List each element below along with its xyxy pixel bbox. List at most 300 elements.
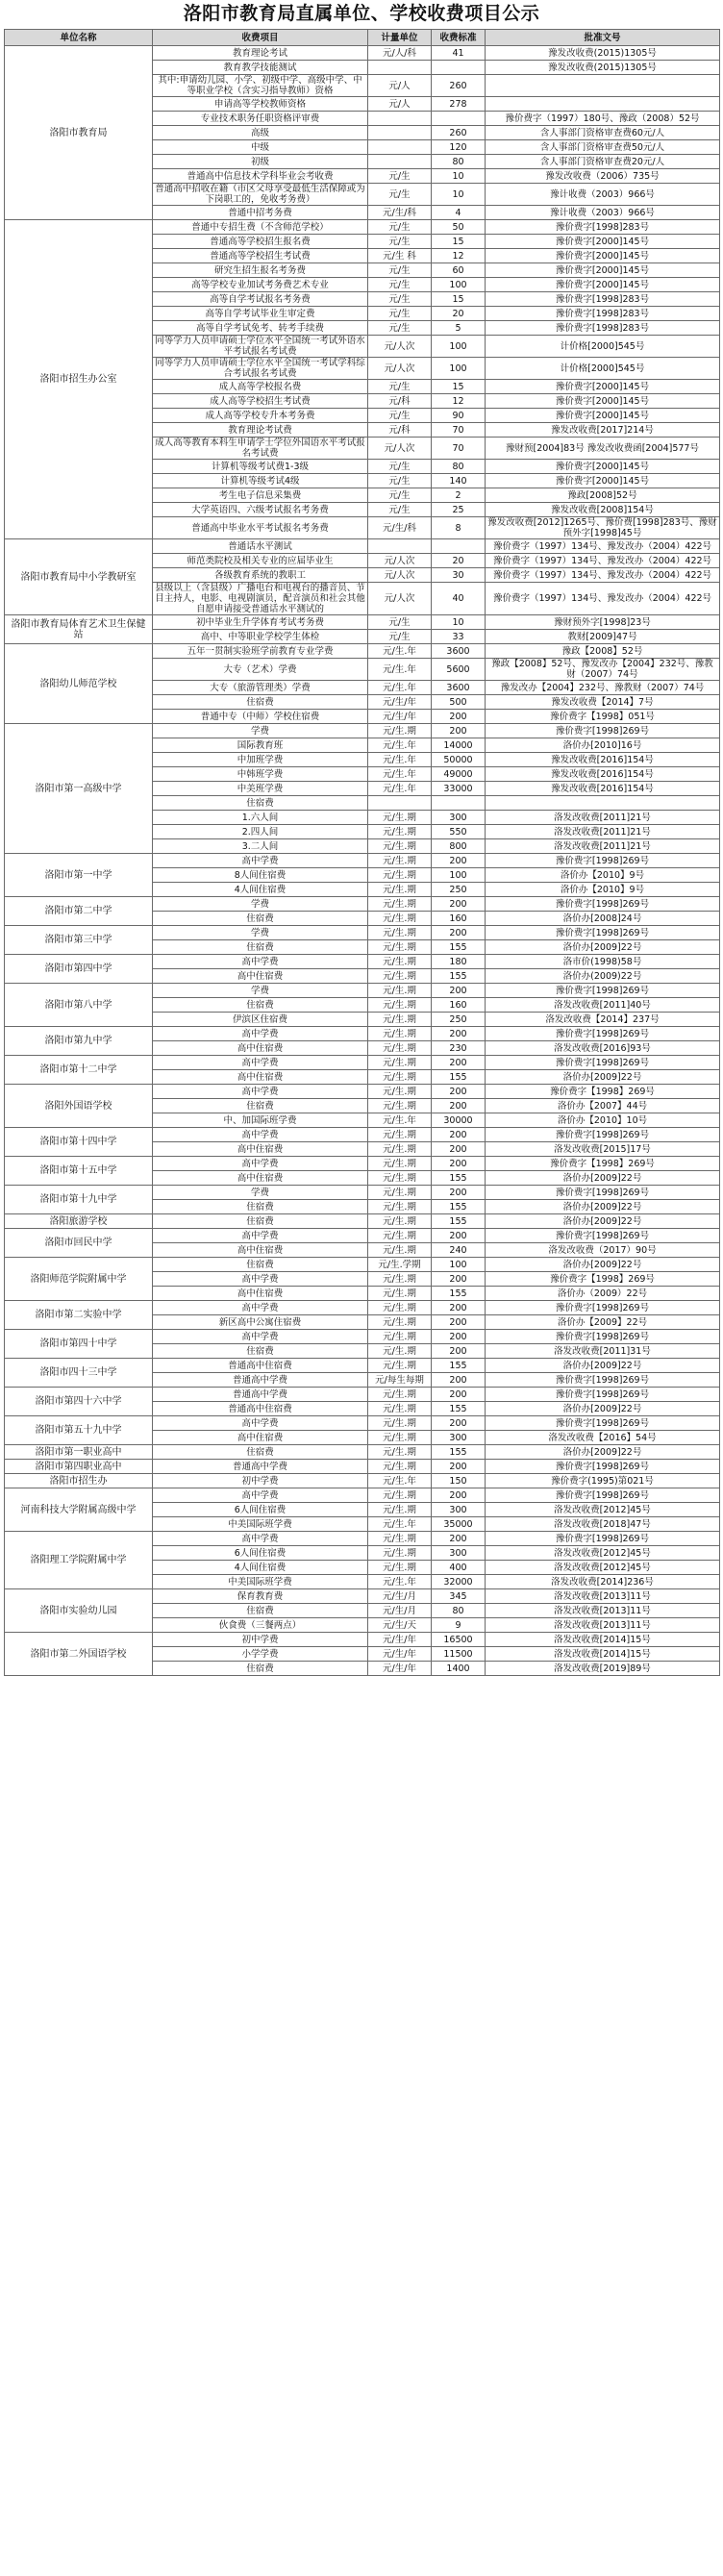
unit-name-cell: 洛阳市第四职业高中 <box>5 1460 153 1474</box>
item-cell: 普通高中毕业水平考试报名考务费 <box>153 517 368 539</box>
unit-name-cell: 洛阳市第三中学 <box>5 926 153 955</box>
doc-cell: 豫财预外字[1998]23号 <box>486 615 720 630</box>
table-row <box>5 220 720 235</box>
item-cell: 大学英语四、六级考试报名考务费 <box>153 503 368 517</box>
fee-cell: 100 <box>432 336 486 358</box>
item-cell: 其中:申请幼儿园、小学、初级中学、高级中学、中等职业学校（含实习指导教师）资格 <box>153 75 368 97</box>
table-row <box>5 1359 720 1373</box>
item-cell: 住宿费 <box>153 695 368 710</box>
measure-cell <box>368 140 432 155</box>
item-cell: 普通高中学费 <box>153 1373 368 1388</box>
item-cell: 高中住宿费 <box>153 1431 368 1445</box>
item-cell: 大专（旅游管理类）学费 <box>153 681 368 695</box>
unit-name-cell: 洛阳市回民中学 <box>5 1229 153 1258</box>
doc-cell: 洛发改收费[2013]11号 <box>486 1618 720 1633</box>
fee-cell <box>432 112 486 126</box>
measure-cell: 元/生.年 <box>368 1474 432 1488</box>
table-row <box>5 984 720 998</box>
fee-cell: 40 <box>432 583 486 615</box>
item-cell: 高中住宿费 <box>153 969 368 984</box>
measure-cell: 元/生 <box>368 307 432 321</box>
item-cell: 高等自学考试毕业生审定费 <box>153 307 368 321</box>
item-cell: 高中住宿费 <box>153 1041 368 1056</box>
fee-cell: 50 <box>432 220 486 235</box>
unit-name-cell: 洛阳市第一中学 <box>5 854 153 897</box>
measure-cell: 元/人 <box>368 97 432 112</box>
fee-cell: 3600 <box>432 681 486 695</box>
doc-cell: 豫发改收费[2016]154号 <box>486 782 720 796</box>
unit-name-cell: 河南科技大学附属高级中学 <box>5 1488 153 1532</box>
item-cell: 4人间住宿费 <box>153 1561 368 1575</box>
unit-name-cell: 洛阳理工学院附属中学 <box>5 1532 153 1589</box>
doc-cell: 豫发改收费[2017]214号 <box>486 423 720 438</box>
measure-cell <box>368 126 432 140</box>
item-cell: 普通高中信息技术学科毕业会考收费 <box>153 169 368 184</box>
fee-cell: 16500 <box>432 1633 486 1647</box>
table-row <box>5 644 720 659</box>
item-cell: 学费 <box>153 984 368 998</box>
item-cell: 高等自学考试报名考务费 <box>153 292 368 307</box>
measure-cell: 元/生 <box>368 321 432 336</box>
item-cell: 高中学费 <box>153 1157 368 1171</box>
table-row <box>5 1474 720 1488</box>
table-row <box>5 1214 720 1229</box>
fee-cell: 200 <box>432 1229 486 1243</box>
measure-cell: 元/生.学期 <box>368 1258 432 1272</box>
measure-cell: 元/生.期 <box>368 1142 432 1157</box>
measure-cell: 元/生 科 <box>368 249 432 263</box>
doc-cell: 豫价费字【1998】269号 <box>486 1272 720 1287</box>
doc-cell: 含人事部门资格审查费50元/人 <box>486 140 720 155</box>
fee-cell: 80 <box>432 155 486 169</box>
measure-cell: 元/生.期 <box>368 1157 432 1171</box>
fee-cell: 33000 <box>432 782 486 796</box>
unit-name-cell: 洛阳市第二外国语学校 <box>5 1633 153 1676</box>
item-cell: 住宿费 <box>153 1344 368 1359</box>
item-cell: 普通高中学费 <box>153 1460 368 1474</box>
measure-cell: 元/生/年 <box>368 695 432 710</box>
fee-cell: 155 <box>432 1359 486 1373</box>
measure-cell: 元/生.期 <box>368 1171 432 1186</box>
unit-name-cell: 洛阳市招生办公室 <box>5 220 153 539</box>
table-row <box>5 539 720 554</box>
table-row <box>5 1445 720 1460</box>
measure-cell <box>368 155 432 169</box>
measure-cell: 元/科 <box>368 423 432 438</box>
item-cell: 成人高等学校专升本考务费 <box>153 409 368 423</box>
measure-cell: 元/生 <box>368 615 432 630</box>
measure-cell <box>368 61 432 75</box>
doc-cell: 洛价办[2010]16号 <box>486 738 720 753</box>
fee-cell: 200 <box>432 926 486 940</box>
measure-cell: 元/生 <box>368 460 432 474</box>
item-cell: 新区高中公寓住宿费 <box>153 1315 368 1330</box>
item-cell: 3.二人间 <box>153 839 368 854</box>
doc-cell: 洛发改收费[2015]17号 <box>486 1142 720 1157</box>
unit-name-cell: 洛阳市第二实验中学 <box>5 1301 153 1330</box>
doc-cell: 洛价办【2010】9号 <box>486 868 720 883</box>
doc-cell: 豫发改收费(2015)1305号 <box>486 46 720 61</box>
doc-cell: 豫价费字[1998]269号 <box>486 1460 720 1474</box>
item-cell: 伊滨区住宿费 <box>153 1013 368 1027</box>
doc-cell <box>486 796 720 811</box>
item-cell: 高中学费 <box>153 1272 368 1287</box>
fee-cell: 100 <box>432 358 486 380</box>
unit-name-cell: 洛阳市第九中学 <box>5 1027 153 1056</box>
measure-cell: 元/生/年 <box>368 710 432 724</box>
doc-cell: 含人事部门资格审查费20元/人 <box>486 155 720 169</box>
header-measure: 计量单位 <box>368 30 432 46</box>
unit-name-cell: 洛阳市四十三中学 <box>5 1359 153 1388</box>
item-cell: 高中学费 <box>153 1056 368 1070</box>
unit-name-cell: 洛阳市第八中学 <box>5 984 153 1027</box>
item-cell: 高中住宿费 <box>153 1287 368 1301</box>
item-cell: 县级以上（含县级）广播电台和电视台的播音员、节目主持人，电影、电视剧演员，配音演员和社会其他自愿申请接受普通话水平测试的 <box>153 583 368 615</box>
doc-cell: 豫价费字[2000]145号 <box>486 249 720 263</box>
fee-cell: 10 <box>432 184 486 206</box>
measure-cell: 元/生.期 <box>368 1445 432 1460</box>
doc-cell: 洛发改收费[2012]45号 <box>486 1546 720 1561</box>
measure-cell: 元/生.年 <box>368 782 432 796</box>
unit-name-cell: 洛阳市教育局体育艺术卫生保健站 <box>5 615 153 644</box>
doc-cell: 豫价费字[1998]269号 <box>486 854 720 868</box>
measure-cell: 元/生.期 <box>368 1330 432 1344</box>
doc-cell: 豫价费字[1998]283号 <box>486 220 720 235</box>
item-cell: 住宿费 <box>153 1214 368 1229</box>
fee-cell: 60 <box>432 263 486 278</box>
fee-cell: 12 <box>432 249 486 263</box>
item-cell: 普通话水平测试 <box>153 539 368 554</box>
table-row <box>5 724 720 738</box>
measure-cell: 元/生/月 <box>368 1604 432 1618</box>
item-cell: 高中住宿费 <box>153 1171 368 1186</box>
fee-cell: 200 <box>432 1388 486 1402</box>
doc-cell: 洛价办[2008]24号 <box>486 912 720 926</box>
table-row <box>5 1258 720 1272</box>
measure-cell: 元/生.年 <box>368 1113 432 1128</box>
unit-name-cell: 洛阳市第一职业高中 <box>5 1445 153 1460</box>
doc-cell: 洛价办[2009]22号 <box>486 940 720 955</box>
fee-cell: 500 <box>432 695 486 710</box>
measure-cell: 元/生.期 <box>368 1243 432 1258</box>
fee-cell: 15 <box>432 380 486 394</box>
fee-cell: 30000 <box>432 1113 486 1128</box>
doc-cell: 豫计收费（2003）966号 <box>486 184 720 206</box>
item-cell: 1.六人间 <box>153 811 368 825</box>
measure-cell: 元/生.年 <box>368 644 432 659</box>
fee-cell: 155 <box>432 969 486 984</box>
table-row <box>5 1532 720 1546</box>
table-row <box>5 1085 720 1099</box>
doc-cell: 洛价办【2010】9号 <box>486 883 720 897</box>
item-cell: 成人高等学校报名费 <box>153 380 368 394</box>
measure-cell: 元/生.期 <box>368 1416 432 1431</box>
measure-cell <box>368 796 432 811</box>
fee-cell: 35000 <box>432 1517 486 1532</box>
measure-cell: 元/生 <box>368 169 432 184</box>
fee-cell: 140 <box>432 474 486 488</box>
doc-cell: 豫计收费（2003）966号 <box>486 206 720 220</box>
measure-cell: 元/生.期 <box>368 1056 432 1070</box>
fee-cell: 250 <box>432 1013 486 1027</box>
item-cell: 中加班学费 <box>153 753 368 767</box>
fee-cell: 260 <box>432 75 486 97</box>
measure-cell <box>368 539 432 554</box>
doc-cell: 洛价办【2007】44号 <box>486 1099 720 1113</box>
fee-cell: 200 <box>432 1416 486 1431</box>
unit-name-cell: 洛阳市教育局中小学教研室 <box>5 539 153 615</box>
measure-cell: 元/人次 <box>368 358 432 380</box>
table-row <box>5 955 720 969</box>
fee-cell: 200 <box>432 1532 486 1546</box>
measure-cell: 元/生.年 <box>368 1517 432 1532</box>
fee-cell: 155 <box>432 1287 486 1301</box>
item-cell: 高中学费 <box>153 1532 368 1546</box>
item-cell: 大专（艺术）学费 <box>153 659 368 681</box>
item-cell: 伙食费（三餐两点） <box>153 1618 368 1633</box>
fee-cell: 30 <box>432 568 486 583</box>
item-cell: 教育理论考试 <box>153 46 368 61</box>
doc-cell: 洛发改收费[2012]45号 <box>486 1503 720 1517</box>
item-cell: 高中、中等职业学校学生体检 <box>153 630 368 644</box>
table-row <box>5 1128 720 1142</box>
doc-cell: 洛发改收费[2014]15号 <box>486 1633 720 1647</box>
fee-cell: 200 <box>432 1301 486 1315</box>
measure-cell: 元/生/年 <box>368 1633 432 1647</box>
item-cell: 高中学费 <box>153 1330 368 1344</box>
fee-cell: 150 <box>432 1474 486 1488</box>
measure-cell: 元/生.期 <box>368 839 432 854</box>
doc-cell: 豫价费字（1997）134号、豫发改办（2004）422号 <box>486 554 720 568</box>
table-row <box>5 897 720 912</box>
table-row <box>5 1027 720 1041</box>
measure-cell: 元/生.期 <box>368 1388 432 1402</box>
measure-cell: 元/生/科 <box>368 517 432 539</box>
fee-cell: 3600 <box>432 644 486 659</box>
unit-name-cell: 洛阳市第十五中学 <box>5 1157 153 1186</box>
item-cell: 初中学费 <box>153 1474 368 1488</box>
item-cell: 高等自学考试免考、转考手续费 <box>153 321 368 336</box>
doc-cell: 含人事部门资格审查费60元/人 <box>486 126 720 140</box>
item-cell: 住宿费 <box>153 1200 368 1214</box>
measure-cell: 元/生.期 <box>368 1561 432 1575</box>
measure-cell: 元/人 <box>368 75 432 97</box>
measure-cell: 元/生.期 <box>368 1214 432 1229</box>
item-cell: 高中学费 <box>153 1416 368 1431</box>
doc-cell: 洛市价(1998)58号 <box>486 955 720 969</box>
measure-cell: 元/生.期 <box>368 1503 432 1517</box>
table-row <box>5 1589 720 1604</box>
fee-cell: 200 <box>432 897 486 912</box>
doc-cell <box>486 97 720 112</box>
item-cell: 4人间住宿费 <box>153 883 368 897</box>
doc-cell: 洛发改收费（2017）90号 <box>486 1243 720 1258</box>
table-row <box>5 1416 720 1431</box>
fee-cell: 155 <box>432 1200 486 1214</box>
table-row <box>5 1388 720 1402</box>
measure-cell: 元/生.期 <box>368 724 432 738</box>
doc-cell: 豫财预[2004]83号 豫发改收费函[2004]577号 <box>486 438 720 460</box>
unit-name-cell: 洛阳市教育局 <box>5 46 153 220</box>
doc-cell: 洛价办（2009）22号 <box>486 1287 720 1301</box>
fee-cell: 230 <box>432 1041 486 1056</box>
item-cell: 计算机等级考试4级 <box>153 474 368 488</box>
item-cell: 普通高等学校招生考试费 <box>153 249 368 263</box>
unit-name-cell: 洛阳市第四十中学 <box>5 1330 153 1359</box>
measure-cell: 元/人次 <box>368 568 432 583</box>
doc-cell: 洛价办[2009]22号 <box>486 1171 720 1186</box>
measure-cell: 元/生.期 <box>368 854 432 868</box>
item-cell: 住宿费 <box>153 1099 368 1113</box>
doc-cell: 豫价费字（1997）180号、豫政（2008）52号 <box>486 112 720 126</box>
doc-cell: 计价格[2000]545号 <box>486 336 720 358</box>
item-cell: 高中学费 <box>153 1488 368 1503</box>
fee-cell: 200 <box>432 1330 486 1344</box>
doc-cell: 豫价费字[1998]269号 <box>486 1027 720 1041</box>
fee-cell: 10 <box>432 615 486 630</box>
fee-cell: 200 <box>432 1128 486 1142</box>
doc-cell: 豫价费字[1998]269号 <box>486 1416 720 1431</box>
doc-cell: 豫价费字[1998]269号 <box>486 1301 720 1315</box>
item-cell: 学费 <box>153 926 368 940</box>
fee-cell: 49000 <box>432 767 486 782</box>
item-cell: 初中学费 <box>153 1633 368 1647</box>
fee-cell: 155 <box>432 1445 486 1460</box>
unit-name-cell: 洛阳师范学院附属中学 <box>5 1258 153 1301</box>
fee-cell: 100 <box>432 278 486 292</box>
item-cell: 初中毕业生升学体育考试考务费 <box>153 615 368 630</box>
measure-cell: 元/生.年 <box>368 681 432 695</box>
item-cell: 国际教育班 <box>153 738 368 753</box>
fee-cell: 12 <box>432 394 486 409</box>
doc-cell: 洛价办[2009]22号 <box>486 1070 720 1085</box>
measure-cell: 元/生.期 <box>368 811 432 825</box>
doc-cell: 洛价办[2009]22号 <box>486 1402 720 1416</box>
fee-cell: 200 <box>432 1099 486 1113</box>
item-cell: 中级 <box>153 140 368 155</box>
table-row <box>5 1488 720 1503</box>
item-cell: 专业技术职务任职资格评审费 <box>153 112 368 126</box>
doc-cell: 豫发改办【2004】232号、豫教财（2007）74号 <box>486 681 720 695</box>
doc-cell: 豫政[2008]52号 <box>486 488 720 503</box>
doc-cell: 洛价办【2010】10号 <box>486 1113 720 1128</box>
doc-cell: 洛发改收费【2016】54号 <box>486 1431 720 1445</box>
header-unit: 单位名称 <box>5 30 153 46</box>
doc-cell: 洛发改收费【2014】237号 <box>486 1013 720 1027</box>
fee-cell: 240 <box>432 1243 486 1258</box>
doc-cell: 豫价费字[2000]145号 <box>486 394 720 409</box>
measure-cell: 元/生.期 <box>368 955 432 969</box>
table-row <box>5 615 720 630</box>
fee-cell: 200 <box>432 1157 486 1171</box>
item-cell: 中、加国际班学费 <box>153 1113 368 1128</box>
doc-cell: 豫价费字[2000]145号 <box>486 409 720 423</box>
item-cell: 高中学费 <box>153 1301 368 1315</box>
fee-cell <box>432 796 486 811</box>
fee-cell: 200 <box>432 1488 486 1503</box>
measure-cell: 元/生 <box>368 488 432 503</box>
measure-cell: 元/生.期 <box>368 1229 432 1243</box>
item-cell: 高中住宿费 <box>153 1142 368 1157</box>
table-row <box>5 1186 720 1200</box>
doc-cell: 豫价费字[2000]145号 <box>486 235 720 249</box>
doc-cell: 豫价费字【1998】269号 <box>486 1085 720 1099</box>
fee-cell: 50000 <box>432 753 486 767</box>
doc-cell: 洛发改收费[2014]15号 <box>486 1647 720 1662</box>
doc-cell: 洛价办【2009】22号 <box>486 1315 720 1330</box>
page-title: 洛阳市教育局直属单位、学校收费项目公示 <box>183 3 540 24</box>
fee-cell: 155 <box>432 1214 486 1229</box>
fee-cell: 15 <box>432 235 486 249</box>
unit-name-cell: 洛阳市第二中学 <box>5 897 153 926</box>
doc-cell: 洛发改收费[2012]45号 <box>486 1561 720 1575</box>
item-cell: 2.四人间 <box>153 825 368 839</box>
doc-cell: 洛价办(2009)22号 <box>486 969 720 984</box>
item-cell: 普通中专招生费（不含师范学校） <box>153 220 368 235</box>
item-cell: 住宿费 <box>153 998 368 1013</box>
measure-cell: 元/人次 <box>368 438 432 460</box>
measure-cell: 元/生.年 <box>368 659 432 681</box>
measure-cell: 元/每生每期 <box>368 1373 432 1388</box>
item-cell: 普通高中住宿费 <box>153 1402 368 1416</box>
fee-cell: 155 <box>432 1070 486 1085</box>
fee-cell: 300 <box>432 811 486 825</box>
doc-cell: 教财[2009]47号 <box>486 630 720 644</box>
item-cell: 普通高中招收在籍（市区父母享受最低生活保障或为下岗职工的，免收考务费） <box>153 184 368 206</box>
measure-cell: 元/生 <box>368 474 432 488</box>
measure-cell: 元/生.年 <box>368 753 432 767</box>
measure-cell: 元/生.期 <box>368 1128 432 1142</box>
doc-cell: 豫价费字[1998]269号 <box>486 897 720 912</box>
measure-cell: 元/生.期 <box>368 1359 432 1373</box>
doc-cell: 豫价费字[1998]269号 <box>486 1488 720 1503</box>
fee-cell: 100 <box>432 1258 486 1272</box>
item-cell: 成人高等教育本科生申请学士学位外国语水平考试报名考试费 <box>153 438 368 460</box>
fee-cell: 8 <box>432 517 486 539</box>
fee-cell: 200 <box>432 1056 486 1070</box>
fee-cell: 200 <box>432 724 486 738</box>
doc-cell: 洛发改收费[2013]11号 <box>486 1604 720 1618</box>
fee-cell <box>432 61 486 75</box>
fee-cell: 155 <box>432 1402 486 1416</box>
doc-cell: 豫价费字[1998]283号 <box>486 321 720 336</box>
doc-cell: 洛发改收费[2013]11号 <box>486 1589 720 1604</box>
doc-cell <box>486 75 720 97</box>
doc-cell: 洛价办[2009]22号 <box>486 1445 720 1460</box>
fee-cell: 90 <box>432 409 486 423</box>
measure-cell: 元/生 <box>368 380 432 394</box>
fee-cell: 70 <box>432 423 486 438</box>
measure-cell: 元/生.期 <box>368 1200 432 1214</box>
fee-cell: 260 <box>432 126 486 140</box>
fee-cell: 9 <box>432 1618 486 1633</box>
item-cell: 高等学校专业加试考务费艺术专业 <box>153 278 368 292</box>
doc-cell: 计价格[2000]545号 <box>486 358 720 380</box>
measure-cell: 元/生.期 <box>368 897 432 912</box>
fee-cell: 33 <box>432 630 486 644</box>
measure-cell: 元/生/年 <box>368 1647 432 1662</box>
fee-cell: 41 <box>432 46 486 61</box>
measure-cell: 元/生.期 <box>368 825 432 839</box>
table-row <box>5 1460 720 1474</box>
item-cell: 学费 <box>153 897 368 912</box>
item-cell: 学费 <box>153 724 368 738</box>
doc-cell: 豫价费字[1998]269号 <box>486 1373 720 1388</box>
table-row <box>5 854 720 868</box>
doc-cell: 洛发改收费[2011]21号 <box>486 839 720 854</box>
item-cell: 普通中招考务费 <box>153 206 368 220</box>
fee-cell: 160 <box>432 998 486 1013</box>
